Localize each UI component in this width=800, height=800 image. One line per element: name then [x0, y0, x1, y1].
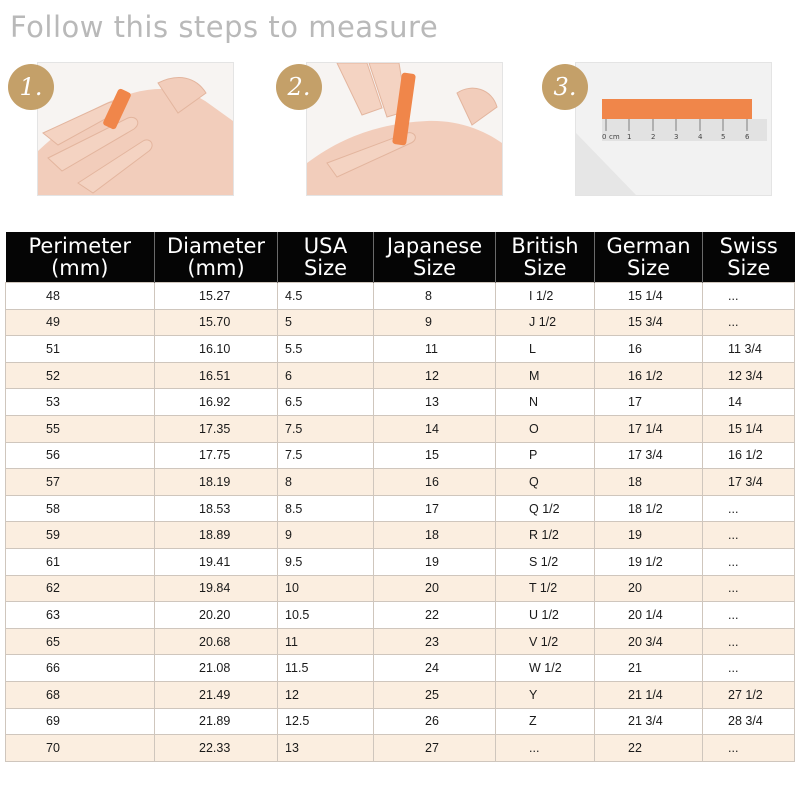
cell-british: Z	[496, 708, 595, 735]
cell-usa: 8.5	[278, 495, 374, 522]
cell-german: 16	[595, 336, 703, 363]
cell-swiss: 12 3/4	[703, 362, 795, 389]
column-header-line: Size	[626, 256, 671, 280]
cell-swiss: ...	[703, 628, 795, 655]
cell-german: 21 3/4	[595, 708, 703, 735]
cell-british: R 1/2	[496, 522, 595, 549]
cell-usa: 4.5	[278, 283, 374, 310]
cell-british: Q 1/2	[496, 495, 595, 522]
cell-german: 21 1/4	[595, 681, 703, 708]
table-row	[6, 655, 795, 682]
cell-perimeter: 70	[6, 735, 155, 762]
cell-german: 17 3/4	[595, 442, 703, 469]
cell-swiss: ...	[703, 309, 795, 336]
step-3-badge: 3.	[542, 64, 588, 110]
cell-japanese: 16	[374, 469, 496, 496]
step-3-image	[575, 62, 772, 196]
cell-japanese: 11	[374, 336, 496, 363]
column-header-line: Swiss	[719, 234, 778, 258]
cell-british: I 1/2	[496, 283, 595, 310]
table-row	[6, 548, 795, 575]
cell-british: V 1/2	[496, 628, 595, 655]
cell-german: 18 1/2	[595, 495, 703, 522]
cell-diameter: 18.89	[155, 522, 278, 549]
column-header-line: Japanese	[386, 234, 483, 258]
table-row	[6, 415, 795, 442]
table-row	[6, 735, 795, 762]
cell-german: 20 3/4	[595, 628, 703, 655]
cell-perimeter: 61	[6, 548, 155, 575]
table-row	[6, 283, 795, 310]
cell-japanese: 27	[374, 735, 496, 762]
step-2-image	[306, 62, 503, 196]
cell-japanese: 19	[374, 548, 496, 575]
cell-usa: 7.5	[278, 415, 374, 442]
cell-diameter: 16.10	[155, 336, 278, 363]
step-2-badge: 2.	[276, 64, 322, 110]
cell-perimeter: 66	[6, 655, 155, 682]
cell-japanese: 8	[374, 283, 496, 310]
column-header-line: Diameter	[166, 234, 266, 258]
cell-german: 20	[595, 575, 703, 602]
cell-diameter: 20.20	[155, 602, 278, 629]
table-row	[6, 389, 795, 416]
table-row	[6, 336, 795, 363]
cell-usa: 11.5	[278, 655, 374, 682]
column-header-diameter	[155, 232, 278, 283]
cell-swiss: 11 3/4	[703, 336, 795, 363]
cell-usa: 6	[278, 362, 374, 389]
cell-perimeter: 68	[6, 681, 155, 708]
table-row	[6, 495, 795, 522]
table-row	[6, 708, 795, 735]
cell-swiss: ...	[703, 283, 795, 310]
cell-swiss: 16 1/2	[703, 442, 795, 469]
table-row	[6, 628, 795, 655]
ruler-tick-label: cm	[609, 133, 620, 141]
cell-german: 20 1/4	[595, 602, 703, 629]
column-header-line: Size	[727, 256, 771, 280]
table-header-row	[6, 232, 795, 283]
table-row	[6, 681, 795, 708]
cell-japanese: 20	[374, 575, 496, 602]
cell-german: 15 1/4	[595, 283, 703, 310]
cell-japanese: 17	[374, 495, 496, 522]
cell-usa: 10	[278, 575, 374, 602]
cell-swiss: ...	[703, 575, 795, 602]
cell-diameter: 18.53	[155, 495, 278, 522]
ruler-tick-label: 4	[698, 133, 703, 141]
cell-usa: 12.5	[278, 708, 374, 735]
cell-perimeter: 49	[6, 309, 155, 336]
cell-japanese: 12	[374, 362, 496, 389]
cell-perimeter: 58	[6, 495, 155, 522]
column-header-line: British	[511, 234, 579, 258]
cell-diameter: 20.68	[155, 628, 278, 655]
cell-swiss: ...	[703, 548, 795, 575]
cell-british: ...	[496, 735, 595, 762]
column-header-line: Size	[303, 256, 348, 280]
cell-diameter: 22.33	[155, 735, 278, 762]
cell-japanese: 24	[374, 655, 496, 682]
table-row	[6, 362, 795, 389]
column-header-line: USA	[303, 234, 348, 258]
table-body	[6, 283, 795, 762]
cell-perimeter: 57	[6, 469, 155, 496]
cell-diameter: 17.35	[155, 415, 278, 442]
cell-japanese: 23	[374, 628, 496, 655]
cell-german: 19	[595, 522, 703, 549]
cell-british: U 1/2	[496, 602, 595, 629]
cell-british: N	[496, 389, 595, 416]
cell-perimeter: 53	[6, 389, 155, 416]
cell-swiss: ...	[703, 495, 795, 522]
cell-german: 21	[595, 655, 703, 682]
cell-usa: 6.5	[278, 389, 374, 416]
cell-usa: 5	[278, 309, 374, 336]
cell-diameter: 18.19	[155, 469, 278, 496]
ruler-tick-label: 2	[651, 133, 656, 141]
cell-japanese: 14	[374, 415, 496, 442]
cell-swiss: 15 1/4	[703, 415, 795, 442]
cell-diameter: 16.92	[155, 389, 278, 416]
column-header-line: German	[606, 234, 691, 258]
table-row	[6, 602, 795, 629]
cell-perimeter: 63	[6, 602, 155, 629]
cell-perimeter: 56	[6, 442, 155, 469]
cell-usa: 12	[278, 681, 374, 708]
cell-swiss: ...	[703, 522, 795, 549]
table-row	[6, 442, 795, 469]
cell-diameter: 16.51	[155, 362, 278, 389]
cell-usa: 9	[278, 522, 374, 549]
step-1-badge: 1.	[8, 64, 54, 110]
cell-diameter: 15.27	[155, 283, 278, 310]
cell-german: 18	[595, 469, 703, 496]
cell-japanese: 15	[374, 442, 496, 469]
cell-swiss: 27 1/2	[703, 681, 795, 708]
cell-british: M	[496, 362, 595, 389]
cell-diameter: 21.89	[155, 708, 278, 735]
step-1-image	[37, 62, 234, 196]
cell-british: S 1/2	[496, 548, 595, 575]
cell-usa: 10.5	[278, 602, 374, 629]
ruler-tick-label: 3	[674, 133, 679, 141]
cell-german: 15 3/4	[595, 309, 703, 336]
column-header-german	[595, 232, 703, 283]
column-header-line: Size	[523, 256, 567, 280]
cell-british: T 1/2	[496, 575, 595, 602]
column-header-usa	[278, 232, 374, 283]
cell-usa: 9.5	[278, 548, 374, 575]
cell-diameter: 19.84	[155, 575, 278, 602]
column-header-swiss	[703, 232, 795, 283]
cell-usa: 13	[278, 735, 374, 762]
table-row	[6, 469, 795, 496]
cell-japanese: 25	[374, 681, 496, 708]
column-header-perimeter	[6, 232, 155, 283]
cell-usa: 8	[278, 469, 374, 496]
cell-usa: 11	[278, 628, 374, 655]
cell-japanese: 18	[374, 522, 496, 549]
cell-british: W 1/2	[496, 655, 595, 682]
cell-swiss: 17 3/4	[703, 469, 795, 496]
cell-swiss: ...	[703, 735, 795, 762]
cell-diameter: 21.08	[155, 655, 278, 682]
cell-german: 19 1/2	[595, 548, 703, 575]
cell-perimeter: 69	[6, 708, 155, 735]
ruler-tick-label: 1	[627, 133, 632, 141]
column-header-line: Size	[412, 256, 457, 280]
cell-british: J 1/2	[496, 309, 595, 336]
cell-swiss: 14	[703, 389, 795, 416]
column-header-line: (mm)	[51, 256, 109, 280]
cell-usa: 7.5	[278, 442, 374, 469]
cell-perimeter: 65	[6, 628, 155, 655]
table-row	[6, 575, 795, 602]
cell-swiss: ...	[703, 655, 795, 682]
cell-perimeter: 51	[6, 336, 155, 363]
ruler-tick-label: 6	[745, 133, 750, 141]
cell-japanese: 22	[374, 602, 496, 629]
cell-german: 22	[595, 735, 703, 762]
table-row	[6, 522, 795, 549]
cell-german: 16 1/2	[595, 362, 703, 389]
cell-british: Q	[496, 469, 595, 496]
cell-diameter: 15.70	[155, 309, 278, 336]
cell-british: L	[496, 336, 595, 363]
cell-perimeter: 48	[6, 283, 155, 310]
cell-diameter: 21.49	[155, 681, 278, 708]
cell-perimeter: 59	[6, 522, 155, 549]
cell-diameter: 17.75	[155, 442, 278, 469]
cell-diameter: 19.41	[155, 548, 278, 575]
ruler-tick-label: 0	[602, 133, 607, 141]
cell-japanese: 26	[374, 708, 496, 735]
cell-perimeter: 55	[6, 415, 155, 442]
column-header-japanese	[374, 232, 496, 283]
cell-perimeter: 52	[6, 362, 155, 389]
cell-japanese: 13	[374, 389, 496, 416]
cell-german: 17	[595, 389, 703, 416]
cell-british: Y	[496, 681, 595, 708]
column-header-line: (mm)	[187, 256, 245, 280]
cell-japanese: 9	[374, 309, 496, 336]
cell-german: 17 1/4	[595, 415, 703, 442]
column-header-british	[496, 232, 595, 283]
ring-size-table	[5, 232, 795, 762]
cell-swiss: 28 3/4	[703, 708, 795, 735]
cell-swiss: ...	[703, 602, 795, 629]
page-title: Follow this steps to measure	[10, 10, 439, 44]
table-row	[6, 309, 795, 336]
column-header-line: Perimeter	[28, 234, 131, 258]
cell-british: O	[496, 415, 595, 442]
cell-british: P	[496, 442, 595, 469]
cell-perimeter: 62	[6, 575, 155, 602]
ruler-tick-label: 5	[721, 133, 726, 141]
cell-usa: 5.5	[278, 336, 374, 363]
